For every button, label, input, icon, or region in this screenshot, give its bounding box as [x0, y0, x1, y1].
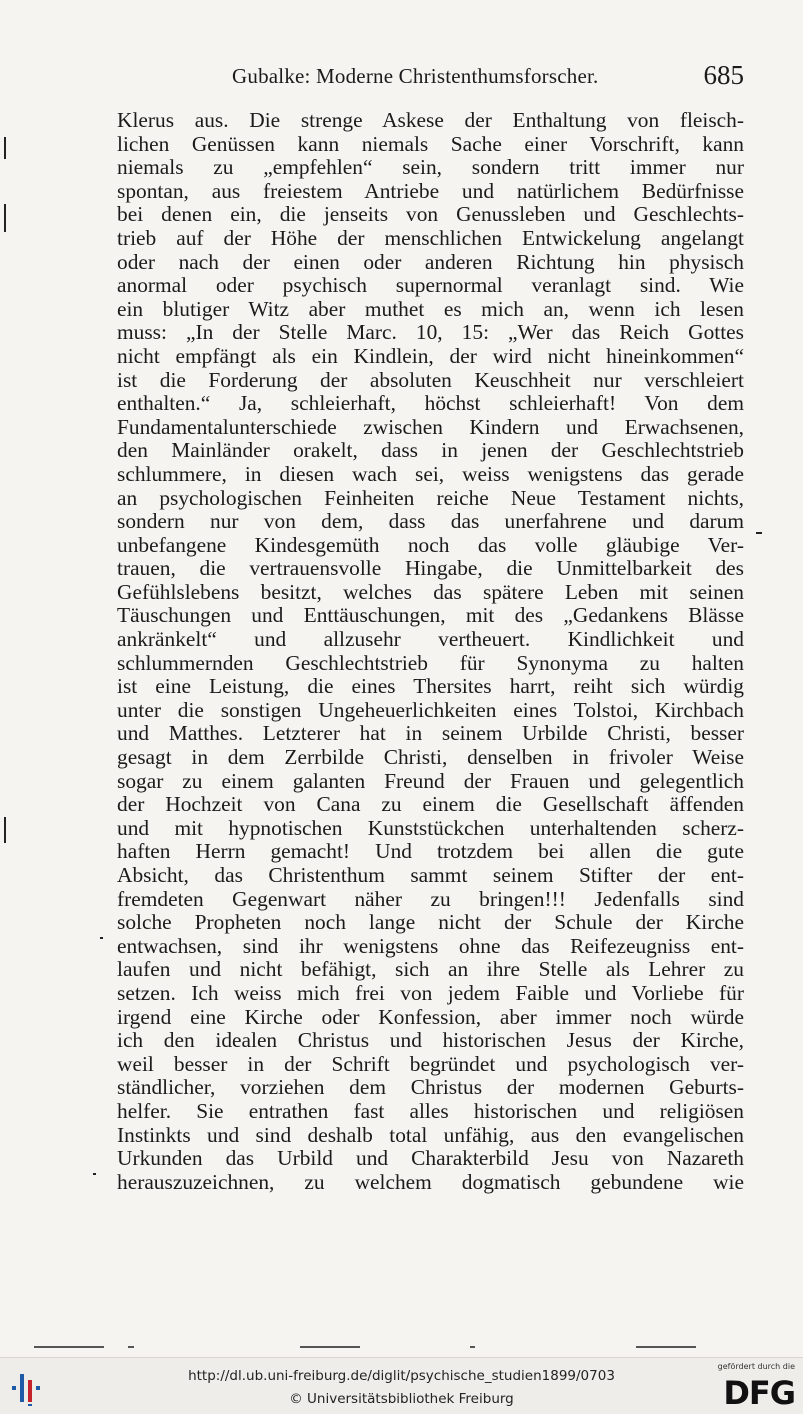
text-line: weil besser in der Schrift begründet und psychologisch ver-	[117, 1052, 744, 1076]
text-line: Klerus aus. Die strenge Askese der Enthaltung von fleisch-	[117, 109, 744, 132]
text-line: schlummernden Geschlechtstrieb für Synonyma zu halten	[117, 651, 744, 675]
text-line: anormal oder psychisch supernormal veranlagt sind. Wie	[117, 274, 744, 298]
text-line: haften Herrn gemacht! Und trotzdem bei allen die gute	[117, 840, 744, 864]
text-line: an psychologischen Feinheiten reiche Neue Testament nichts,	[117, 486, 744, 510]
viewer-footer	[0, 1357, 803, 1414]
text-line: und Matthes. Letzterer hat in seinem Urbilde Christi, besser	[117, 722, 744, 746]
margin-mark	[4, 204, 6, 232]
dfg-logo: DFG	[723, 1374, 795, 1412]
body-text	[117, 109, 744, 1194]
text-line: irgend eine Kirche oder Konfession, aber immer noch würde	[117, 1005, 744, 1029]
text-line: spontan, aus freiestem Antriebe und natürlichem Bedürfnisse	[117, 179, 744, 203]
text-line: setzen. Ich weiss mich frei von jedem Faible und Vorliebe für	[117, 981, 744, 1005]
text-line: trauen, die vertrauensvolle Hingabe, die Unmittelbarkeit des	[117, 557, 744, 581]
text-line: enthalten.“ Ja, schleierhaft, höchst schleierhaft! Von dem	[117, 392, 744, 416]
text-line: unter die sonstigen Ungeheuerlichkeiten eines Tolstoi, Kirchbach	[117, 698, 744, 722]
dfg-note: gefördert durch die	[717, 1362, 795, 1371]
text-line: ich den idealen Christus und historischen Jesus der Kirche,	[117, 1029, 744, 1053]
text-line: entwachsen, sind ihr wenigstens ohne das Reifezeugniss ent-	[117, 934, 744, 958]
margin-mark	[100, 937, 103, 939]
text-line: Urkunden das Urbild und Charakterbild Jesu von Nazareth	[117, 1147, 744, 1171]
text-line: Absicht, das Christenthum sammt seinem Stifter der ent-	[117, 864, 744, 887]
page-number: 685	[703, 60, 744, 90]
margin-mark	[4, 137, 6, 159]
text-line: der Hochzeit von Cana zu einem die Gesellschaft äffenden	[117, 793, 744, 817]
text-line: Instinkts und sind deshalb total unfähig, aus den evangelischen	[117, 1123, 744, 1147]
running-head	[232, 60, 744, 94]
text-line: sogar zu einem galanten Freund der Frauen und gelegentlich	[117, 769, 744, 793]
text-line: gesagt in dem Zerrbilde Christi, denselben in frivoler Weise	[117, 746, 744, 770]
text-line: Gefühlslebens besitzt, welches das spätere Leben mit seinen	[117, 580, 744, 604]
bottom-rules	[0, 1346, 803, 1350]
text-line: schlummere, in diesen wach sei, weiss wenigstens das gerade	[117, 462, 744, 486]
margin-mark	[756, 532, 762, 534]
text-line: Täuschungen und Enttäuschungen, mit des „Gedankens Blässe	[117, 604, 744, 628]
text-line: helfer. Sie entrathen fast alles historischen und religiösen	[117, 1099, 744, 1123]
source-url[interactable]: http://dl.ub.uni-freiburg.de/diglit/psychische_studien1899/0703	[188, 1368, 615, 1384]
text-line: bei denen ein, die jenseits von Genussleben und Geschlechts-	[117, 203, 744, 227]
text-line: und mit hypnotischen Kunststückchen unterhaltenden scherz-	[117, 816, 744, 840]
running-head-title: Gubalke: Moderne Christenthumsforscher.	[232, 64, 599, 88]
text-line: trieb auf der Höhe der menschlichen Entwickelung angelangt	[117, 226, 744, 250]
text-line: herauszuzeichnen, zu welchem dogmatisch gebundene wie	[117, 1170, 744, 1194]
text-line: ankränkelt“ und allzusehr vertheuert. Kindlichkeit und	[117, 628, 744, 652]
text-line: unbefangene Kindesgemüth noch das volle gläubige Ver-	[117, 533, 744, 557]
margin-mark	[93, 1173, 96, 1175]
margin-mark	[4, 817, 6, 843]
text-line: den Mainländer orakelt, dass in jenen der Geschlechtstrieb	[117, 439, 744, 463]
text-line: ständlicher, vorziehen dem Christus der modernen Geburts-	[117, 1076, 744, 1100]
text-line: sondern nur von dem, dass das unerfahrene und darum	[117, 510, 744, 534]
text-line: niemals zu „empfehlen“ sein, sondern tritt immer nur	[117, 156, 744, 180]
text-line: muss: „In der Stelle Marc. 10, 15: „Wer das Reich Gottes	[117, 321, 744, 345]
text-line: solche Propheten noch lange nicht der Schule der Kirche	[117, 911, 744, 935]
text-line: oder nach der einen oder anderen Richtung hin physisch	[117, 250, 744, 274]
copyright-notice: © Universitätsbibliothek Freiburg	[289, 1391, 514, 1407]
text-line: laufen und nicht befähigt, sich an ihre Stelle als Lehrer zu	[117, 958, 744, 982]
text-line: nicht empfängt als ein Kindlein, der wird nicht hineinkommen“	[117, 344, 744, 368]
text-line: lichen Genüssen kann niemals Sache einer Vorschrift, kann	[117, 132, 744, 156]
text-line: fremdeten Gegenwart näher zu bringen!!! Jedenfalls sind	[117, 887, 744, 911]
text-line: ist eine Leistung, die eines Thersites harrt, reiht sich würdig	[117, 675, 744, 699]
text-line: Fundamentalunterschiede zwischen Kindern und Erwachsenen,	[117, 415, 744, 439]
dfg-block	[705, 1362, 795, 1412]
text-line: ist die Forderung der absoluten Keuschheit nur verschleiert	[117, 368, 744, 392]
text-line: ein blutiger Witz aber muthet es mich an, wenn ich lesen	[117, 297, 744, 321]
